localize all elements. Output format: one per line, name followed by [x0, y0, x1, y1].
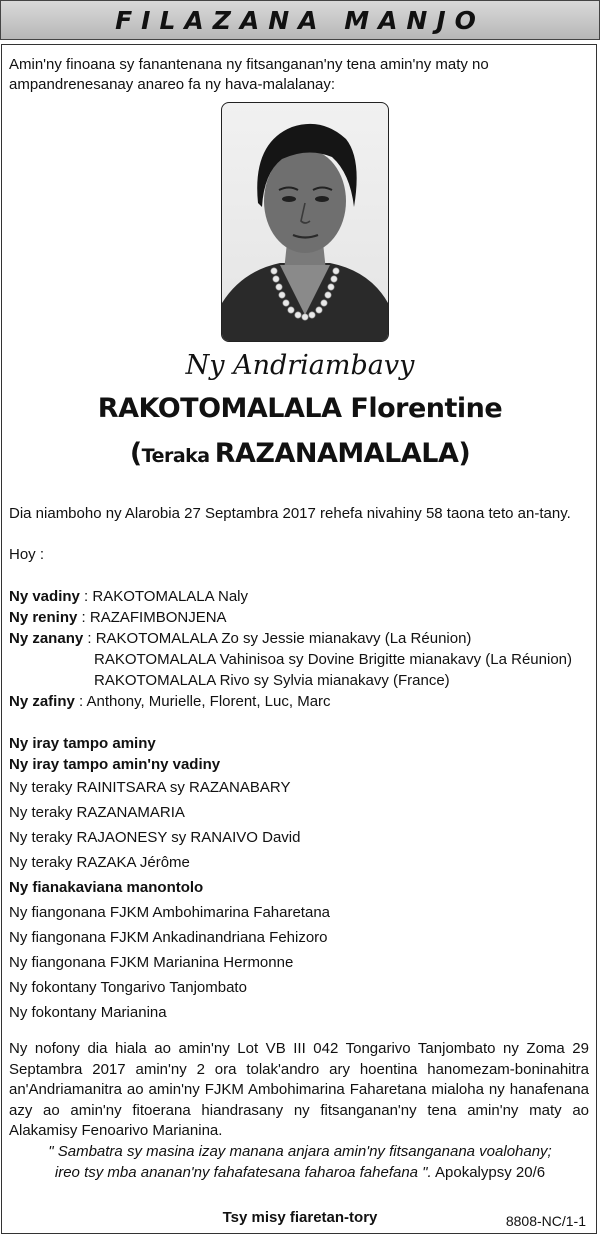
relative-line: Ny iray tampo aminy	[9, 735, 156, 752]
relative-line: Ny fokontany Marianina	[9, 1004, 167, 1021]
header-title: FILAZANA MANJO	[115, 5, 485, 35]
intro-text: Amin'ny finoana sy fanantenana ny fitsanganan'ny tena amin'ny maty no ampandrenesanay anareo fa ny hava-malalanay:	[9, 56, 489, 93]
family-grandchildren-sep: :	[74, 693, 87, 710]
relative-line: Ny fianakaviana manontolo	[9, 879, 204, 896]
death-notice: Dia niamboho ny Alarobia 27 Septambra 2017 rehefa nivahiny 58 taona teto an-tany.	[9, 505, 571, 522]
relative-line: Ny fokontany Tongarivo Tanjombato	[9, 979, 247, 996]
portrait-photo	[221, 102, 389, 342]
relative-line: Ny teraky RAINITSARA sy RAZANABARY	[9, 779, 291, 796]
family-spouse-value: RAKOTOMALALA Naly	[92, 588, 249, 605]
family-mother-label: Ny reniny	[9, 609, 78, 626]
family-grandchildren-value: Anthony, Murielle, Florent, Luc, Marc	[86, 693, 331, 710]
funeral-details: Ny nofony dia hiala ao amin'ny Lot VB III 042 Tongarivo Tanjombato ny Zoma 29 Septambra 2017 amin'ny 2 ora tolak'andro ary hoentina hanomezam-boninahitra an'Andriamanitra ao amin'ny FJKM Ambohimarina Faharetana mialoha ny hanafenana azy ao amin'ny fitoerana hiandrasany ny fitsanganan'ny tena amin'ny maty ao Alakamisy Fenoarivo Marianina.	[9, 1040, 589, 1139]
family-child-1: RAKOTOMALALA Zo sy Jessie mianakavy (La Réunion)	[95, 630, 472, 647]
quote-reference: Apokalypsy 20/6	[431, 1164, 546, 1181]
relative-line: Ny teraky RAJAONESY sy RANAIVO David	[9, 829, 301, 846]
family-mother-value: RAZAFIMBONJENA	[89, 609, 227, 626]
relative-line: Ny fiangonana FJKM Ambohimarina Faharetana	[9, 904, 331, 921]
maiden-close-paren: )	[458, 438, 471, 469]
maiden-open-paren: (	[129, 438, 142, 469]
family-grandchildren-label: Ny zafiny	[9, 693, 75, 710]
family-mother-sep: :	[77, 609, 90, 626]
maiden-name	[2, 437, 598, 474]
family-children-label: Ny zanany	[9, 630, 84, 647]
relative-line: Ny teraky RAZAKA Jérôme	[9, 854, 190, 871]
family-child-2: RAKOTOMALALA Vahinisoa sy Dovine Brigitte mianakavy (La Réunion)	[94, 651, 573, 668]
hoy-label: Hoy :	[9, 546, 45, 563]
scripture-quote	[2, 1141, 598, 1183]
footer-note: Tsy misy fiaretan-tory	[222, 1209, 378, 1226]
family-child-3: RAKOTOMALALA Rivo sy Sylvia mianakavy (France)	[94, 672, 450, 689]
quote-line-1: " Sambatra sy masina izay manana anjara amin'ny fitsanganana voalohany;	[48, 1143, 552, 1160]
family-children-sep: :	[83, 630, 96, 647]
header-banner	[0, 0, 600, 40]
maiden-prefix: Teraka	[141, 445, 210, 467]
portrait-photo-icon	[222, 103, 388, 341]
family-spouse-sep: :	[79, 588, 93, 605]
family-spouse	[9, 587, 248, 607]
honorific-title: Ny Andriambavy	[185, 350, 415, 381]
family-spouse-label: Ny vadiny	[9, 588, 80, 605]
quote-line-2: ireo tsy mba ananan'ny fahafatesana faharoa fahefana ".	[54, 1164, 432, 1181]
family-children	[9, 629, 471, 649]
relative-line: Ny fiangonana FJKM Ankadinandriana Fehizoro	[9, 929, 328, 946]
family-mother	[9, 608, 227, 628]
deceased-name: RAKOTOMALALA Florentine	[97, 393, 503, 424]
relative-line: Ny iray tampo amin'ny vadiny	[9, 756, 221, 773]
relative-line: Ny teraky RAZANAMARIA	[9, 804, 185, 821]
family-grandchildren	[9, 692, 331, 712]
reference-code: 8808-NC/1-1	[505, 1213, 586, 1229]
maiden-surname: RAZANAMALALA	[214, 438, 459, 469]
relative-line: Ny fiangonana FJKM Marianina Hermonne	[9, 954, 294, 971]
notice-frame	[1, 44, 597, 1234]
